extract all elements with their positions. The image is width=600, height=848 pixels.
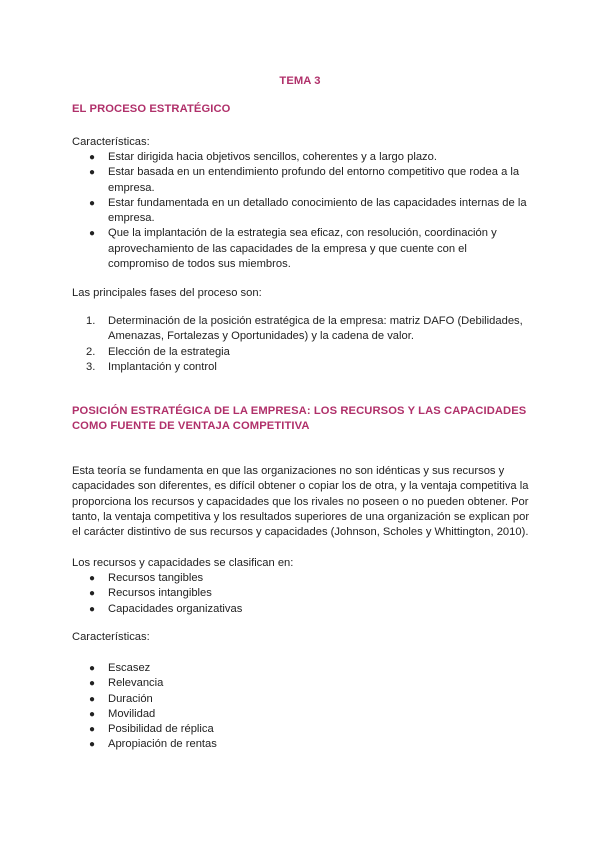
- bullet-icon: ●: [89, 724, 96, 736]
- list-item: ● Movilidad: [72, 707, 532, 722]
- section2-paragraph: Esta teoría se fundamenta en que las organizaciones no son idénticas y sus recursos y capacidades son diferentes, es difícil obtener o copiar los de otra, y la ventaja competitiva la proporciona los recursos y capacidades que los rivales no poseen o no pueden obtener. Por tanto, la ventaja competitiva y los resultados superiores de una organización se explican por el carácter distintivo de sus recursos y capacidades (Johnson, Scholes y Whittington, 2010).: [72, 465, 530, 539]
- list-item: ● Estar basada en un entendimiento profundo del entorno competitivo que rodea a la empresa.: [89, 166, 520, 194]
- bullet-icon: ●: [89, 678, 96, 690]
- bullet-icon: ●: [89, 573, 96, 584]
- phases-intro: Las principales fases del proceso son:: [72, 287, 262, 299]
- characteristics-list: [72, 661, 532, 753]
- bullet-icon: ●: [89, 663, 96, 674]
- section2-characteristics-label: Características:: [72, 631, 150, 643]
- list-item: 3. Implantación y control: [86, 360, 217, 373]
- list-item: ● Escasez: [72, 661, 532, 676]
- list-item: ● Posibilidad de réplica: [72, 722, 532, 737]
- bullet-icon: ●: [89, 588, 96, 600]
- bullet-icon: ●: [89, 708, 96, 720]
- bullet-icon: ●: [89, 693, 96, 705]
- list-item: ● Que la implantación de la estrategia sea eficaz, con resolución, coordinación y aprovechamiento de las capacidades de la empresa y que cuente con el compromiso de todos sus miembros.: [89, 227, 497, 271]
- page-title: TEMA 3: [279, 75, 321, 87]
- list-item: ● Recursos intangibles: [72, 586, 532, 601]
- bullet-icon: ●: [89, 739, 96, 751]
- list-item: ● Estar fundamentada en un detallado conocimiento de las capacidades internas de la empresa.: [89, 196, 527, 225]
- classes-list: [72, 571, 532, 617]
- list-item: 2. Elección de la estrategia: [86, 345, 230, 358]
- classify-intro: Los recursos y capacidades se clasifican en:: [72, 557, 294, 569]
- section1-characteristics-label: Características:: [72, 136, 150, 148]
- list-item: ● Duración: [72, 692, 532, 707]
- bullet-icon: ●: [89, 152, 96, 163]
- list-item: ● Estar dirigida hacia objetivos sencillos, coherentes y a largo plazo.: [72, 150, 532, 165]
- bullet-icon: ●: [89, 167, 96, 179]
- list-item: ● Apropiación de rentas: [72, 737, 532, 752]
- phases-list: [72, 314, 532, 375]
- list-item: 1. Determinación de la posición estratégica de la empresa: matriz DAFO (Debilidades, Amenazas, Fortalezas y Oportunidades) y la cadena de valor.: [86, 315, 523, 343]
- list-item: ● Capacidades organizativas: [72, 602, 532, 617]
- list-item: ● Relevancia: [72, 676, 532, 691]
- bullet-icon: ●: [89, 603, 96, 615]
- list-item: ● Recursos tangibles: [72, 571, 532, 586]
- bullet-icon: ●: [89, 197, 96, 209]
- bullet-icon: ●: [89, 228, 96, 240]
- section1-bullet-list: [72, 150, 532, 272]
- section1-heading: EL PROCESO ESTRATÉGICO: [72, 103, 231, 115]
- section2-heading: POSICIÓN ESTRATÉGICA DE LA EMPRESA: LOS RECURSOS Y LAS CAPACIDADES COMO FUENTE DE VENTAJA COMPETITIVA: [72, 405, 527, 433]
